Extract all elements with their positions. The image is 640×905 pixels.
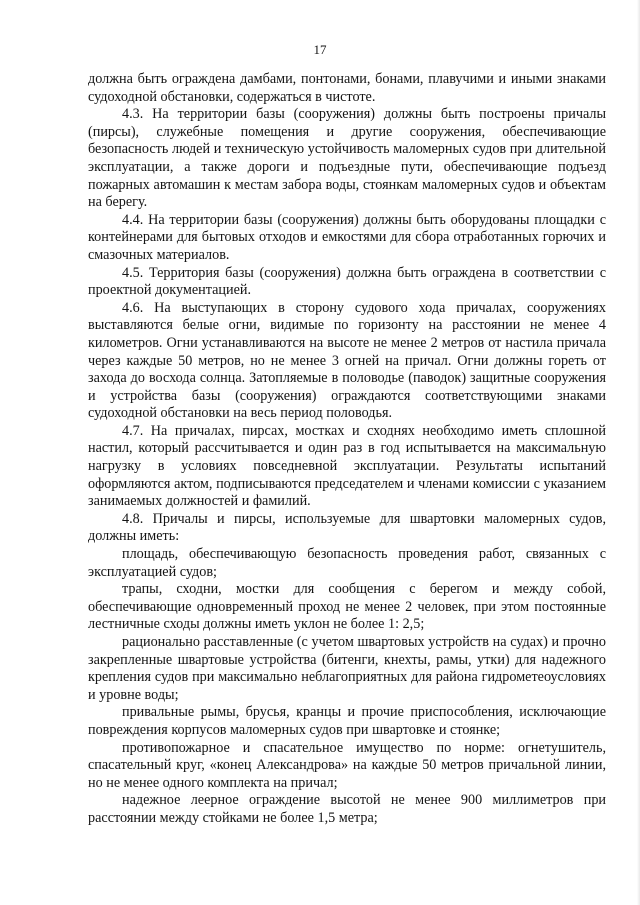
paragraph-4-6: 4.6. На выступающих в сторону судового хода причалах, сооружениях выставляются белые огни, видимые по горизонту на расстоянии не менее 4 километров. Огни устанавливаются на высоте не менее 2 метров от настила причала через каждые 50 метров, но не менее 3 огней на причал. Огни должны гореть от захода до восхода солнца. Затопляемые в половодье (паводок) защитные сооружения и устройства базы (сооружения) ограждаются соответствующими знаками судоходной обстановки на весь период половодья. bbox=[88, 299, 606, 422]
document-body bbox=[88, 71, 606, 828]
list-item-railing: надежное леерное ограждение высотой не менее 900 миллиметров при расстоянии между стойками не более 1,5 метра; bbox=[88, 792, 606, 826]
paragraph-4-5: 4.5. Территория базы (сооружения) должна быть ограждена в соответствии с проектной документацией. bbox=[88, 264, 606, 299]
paragraph-4-4: 4.4. На территории базы (сооружения) должны быть оборудованы площадки с контейнерами для бытовых отходов и емкостями для сбора отработанных горючих и смазочных материалов. bbox=[88, 211, 606, 263]
page-number: 17 bbox=[313, 42, 327, 57]
list-item-mooring-devices: рационально расставленные (с учетом швартовых устройств на судах) и прочно закрепленные швартовые устройства (битенги, кнехты, рамы, утки) для надежного крепления судов при максимально неблагоприятных для района гидрометеоусловиях и уровне воды; bbox=[88, 634, 606, 703]
paragraph-4-8: 4.8. Причалы и пирсы, используемые для швартовки маломерных судов, должны иметь: bbox=[88, 510, 606, 545]
list-item-area: площадь, обеспечивающую безопасность проведения работ, связанных с эксплуатацией судов; bbox=[88, 546, 606, 580]
list-item-fenders: привальные рымы, брусья, кранцы и прочие приспособления, исключающие повреждения корпусов маломерных судов при швартовке и стоянке; bbox=[88, 704, 606, 738]
list-item-gangways: трапы, сходни, мостки для сообщения с берегом и между собой, обеспечивающие одновременный проход не менее 2 человек, при этом постоянные лестничные сходы должны иметь уклон не более 1: 2,5; bbox=[88, 581, 606, 633]
list-item-fire-rescue-equipment: противопожарное и спасательное имущество по норме: огнетушитель, спасательный круг, «конец Александрова» на каждые 50 метров причальной линии, но не менее одного комплекта на причал; bbox=[88, 739, 606, 791]
paragraph-4-3: 4.3. На территории базы (сооружения) должны быть построены причалы (пирсы), служебные помещения и другие сооружения, обеспечивающие безопасность людей и техническую устойчивость маломерных судов при длительной эксплуатации, а также дороги и подъездные пути, обеспечивающие подъезд пожарных автомашин к местам забора воды, стоянкам маломерных судов и объектам на берегу. bbox=[88, 106, 606, 211]
paragraph-4-7: 4.7. На причалах, пирсах, мостках и сходнях необходимо иметь сплошной настил, который рассчитывается и один раз в год испытывается на максимальную нагрузку в условиях повседневной эксплуатации. Результаты испытаний оформляются актом, подписываются председателем и членами комиссии с указанием занимаемых должностей и фамилий. bbox=[88, 422, 606, 510]
paragraph-continuation: должна быть ограждена дамбами, понтонами, бонами, плавучими и иными знаками судоходной обстановки, содержаться в чистоте. bbox=[88, 71, 606, 105]
